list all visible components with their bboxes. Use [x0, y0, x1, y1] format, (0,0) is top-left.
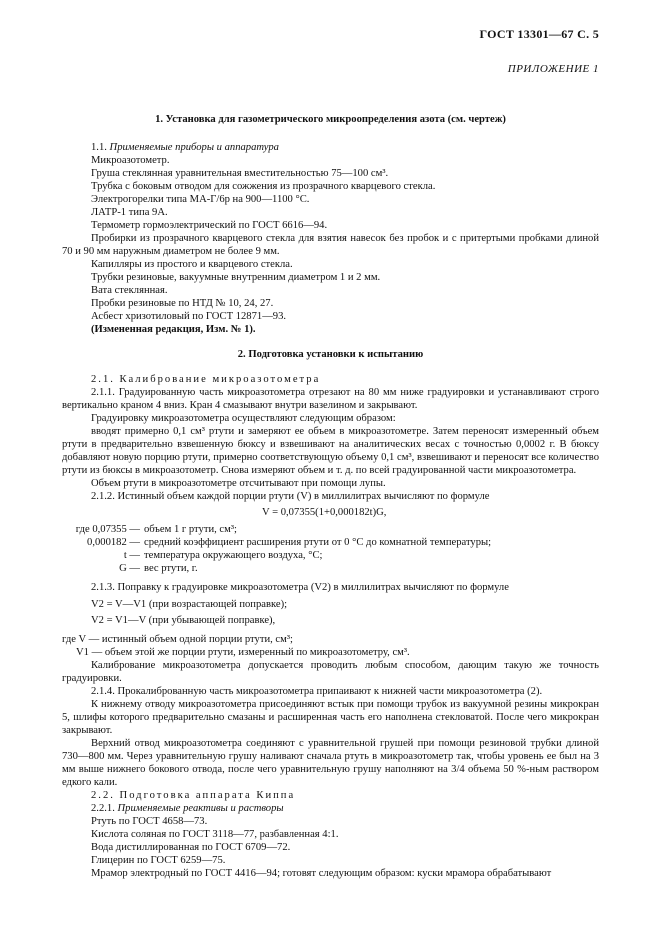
legend-symbol: t —	[123, 550, 140, 561]
subsection-number: 2.2.1.	[91, 803, 115, 814]
equipment-item: ЛАТР-1 типа 9А.	[91, 207, 168, 218]
section1-title: 1. Установка для газометрического микроопределения азота (см. чертеж)	[155, 114, 506, 125]
legend-row	[62, 523, 599, 536]
subsection-2-1: 2.1. Калибрование микроазотометра	[91, 374, 321, 385]
equipment-item: Термометр гормоэлектрический по ГОСТ 6616—94.	[91, 220, 328, 231]
paragraph-calibration: Калибрование микроазотометра допускается проводить любым способом, дающим такую же точность градуировки.	[62, 660, 599, 684]
equipment-item: Пробирки из прозрачного кварцевого стекла для взятия навесок без пробок и с притертыми пробками длиной 70 и 90 мм наружным диаметром не более 9 мм.	[62, 233, 599, 257]
legend-symbol: G —	[119, 563, 140, 574]
subsection-title: Применяемые реактивы и растворы	[117, 803, 284, 814]
equipment-item: Груша стеклянная уравнительная вместительностью 75—100 см³.	[91, 168, 389, 179]
subsection-number: 1.1.	[91, 142, 107, 153]
paragraph-lower-outlet: К нижнему отводу микроазотометра присоединяют встык при помощи трубок из вакуумной резины микрокран 5, шлифы которого предварительно смазаны и расширенная часть его наполнена стекловатой. После чего микрокран закрывают.	[62, 699, 599, 736]
subsection-title: Применяемые приборы и аппаратура	[109, 142, 279, 153]
reagents-list	[62, 815, 599, 867]
equipment-item: Капилляры из простого и кварцевого стекла.	[91, 259, 293, 270]
paragraph-graduation: Градуировку микроазотометра осуществляют следующим образом:	[91, 413, 396, 424]
equipment-item: Асбест хризотиловый по ГОСТ 12871—93.	[91, 311, 287, 322]
equipment-item: Пробки резиновые по НТД № 10, 24, 27.	[91, 298, 274, 309]
legend-2-v1: V1 — объем этой же порции ртути, измеренный по микроазотометру, см³.	[76, 647, 410, 658]
formula-correction-increasing: V2 = V—V1 (при возрастающей поправке);	[91, 599, 288, 610]
section2-title: 2. Подготовка установки к испытанию	[237, 349, 424, 360]
revision-note: (Измененная редакция, Изм. № 1).	[91, 324, 256, 335]
legend-symbol: 0,000182 —	[87, 537, 140, 548]
formula-correction-decreasing: V2 = V1—V (при убывающей поправке),	[91, 615, 276, 626]
page-header: ГОСТ 13301—67 С. 5	[479, 27, 599, 41]
legend-2-v: где V — истинный объем одной порции ртути, см³;	[62, 634, 293, 645]
paragraph-magnifier: Объем ртути в микроазотометре отсчитывают при помощи лупы.	[91, 478, 386, 489]
equipment-item: Трубка с боковым отводом для сожжения из прозрачного кварцевого стекла.	[91, 181, 436, 192]
legend-meaning: объем 1 г ртути, см³;	[144, 524, 237, 535]
legend-row	[62, 536, 599, 549]
document-body	[62, 113, 599, 880]
legend-1	[62, 523, 599, 575]
paragraph-2-1-3: 2.1.3. Поправку к градуировке микроазотометра (V2) в миллилитрах вычисляют по формуле	[91, 582, 509, 593]
formula-true-volume: V = 0,07355(1+0,000182t)G,	[262, 507, 387, 518]
legend-row	[62, 562, 599, 575]
reagent-item: Глицерин по ГОСТ 6259—75.	[91, 855, 226, 866]
reagent-item: Вода дистиллированная по ГОСТ 6709—72.	[91, 842, 291, 853]
subsection-1-1	[62, 141, 599, 154]
equipment-list	[62, 154, 599, 323]
reagent-item: Кислота соляная по ГОСТ 3118—77, разбавленная 4:1.	[91, 829, 339, 840]
paragraph-2-1-4: 2.1.4. Прокалиброванную часть микроазотометра припаивают к нижней части микроазотометра (2).	[91, 686, 543, 697]
legend-row	[62, 549, 599, 562]
appendix-label: ПРИЛОЖЕНИЕ 1	[507, 63, 599, 75]
legend-symbol: где 0,07355 —	[75, 524, 140, 535]
subsection-2-2-1	[62, 802, 599, 815]
equipment-item: Трубки резиновые, вакуумные внутренним диаметром 1 и 2 мм.	[91, 272, 381, 283]
subsection-2-2: 2.2. Подготовка аппарата Киппа	[91, 790, 296, 801]
equipment-item: Электрогорелки типа МА-Г/6р на 900—1100 °С.	[91, 194, 310, 205]
equipment-item: Вата стеклянная.	[91, 285, 168, 296]
legend-meaning: средний коэффициент расширения ртути от 0 °С до комнатной температуры;	[144, 537, 492, 548]
reagent-item: Ртуть по ГОСТ 4658—73.	[91, 816, 208, 827]
legend-meaning: температура окружающего воздуха, °С;	[144, 550, 323, 561]
legend-meaning: вес ртути, г.	[144, 563, 198, 574]
paragraph-upper-outlet: Верхний отвод микроазотометра соединяют с уравнительной грушей при помощи резиновой трубки длиной 730—800 мм. Через уравнительную грушу наливают сначала ртуть в микроазотометр так, чтобы уровень ее был на 3 мм выше нижнего бокового отвода, после чего уравнительную грушу наполняют на 3/4 объема 50 %-ным раствором едкого кали.	[62, 738, 599, 788]
paragraph-2-1-1: 2.1.1. Градуированную часть микроазотометра отрезают на 80 мм ниже градуировки и устанавливают строго вертикально краном 4 вниз. Кран 4 смазывают внутри вазелином и закрывают.	[62, 387, 599, 411]
equipment-item: Микроазотометр.	[91, 155, 170, 166]
paragraph-procedure: вводят примерно 0,1 см³ ртути и замеряют ее объем в микроазотометре. Затем переносят измеренный объем ртути в предварительно взвешенную бюксу и взвешивают на аналитических весах с точностью 0,0002 г. В бюксу добавляют новую порцию ртути, примерно соответствующую объему 0,1 см³, взвешивают и переносят все количество ртути из бюксы в микроазотометр. Снова измеряют объем и т. д. по всей градуированной части микроазотометра.	[62, 426, 599, 476]
paragraph-2-1-2: 2.1.2. Истинный объем каждой порции ртути (V) в миллилитрах вычисляют по формуле	[91, 491, 490, 502]
paragraph-marble: Мрамор электродный по ГОСТ 4416—94; готовят следующим образом: куски мрамора обрабатывают	[91, 868, 552, 879]
